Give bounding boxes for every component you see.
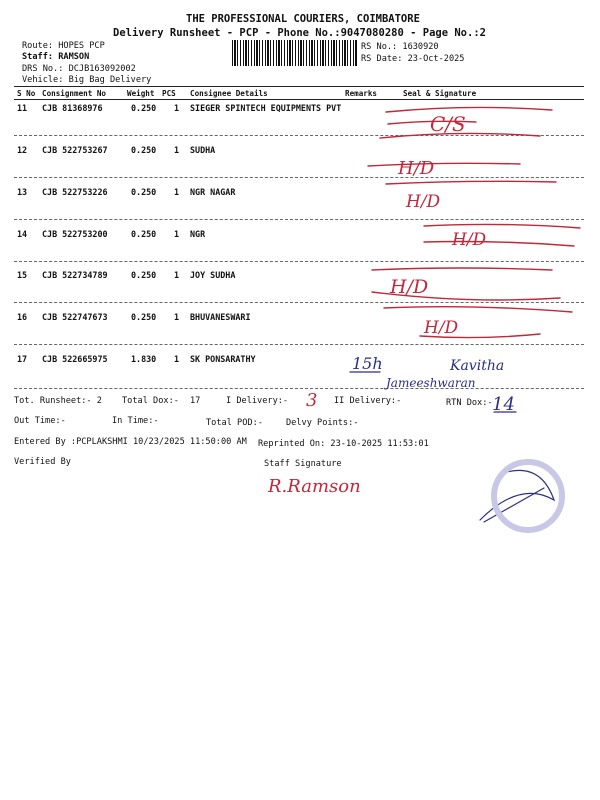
- row-12-ink-stroke: [380, 133, 540, 138]
- row-14-mark: H/D: [452, 230, 487, 250]
- row-12-sno: 12: [17, 145, 28, 155]
- row-13-weight: 0.250: [131, 187, 157, 197]
- reprinted-on: Reprinted On: 23-10-2025 11:53:01: [258, 439, 429, 449]
- row-12-ink-stroke: [368, 163, 520, 166]
- row-15-ink-stroke: [372, 292, 560, 300]
- row-15-consignee: JOY SUDHA: [190, 270, 236, 280]
- col-sno: S No: [17, 89, 36, 98]
- col-remarks: Remarks: [345, 89, 378, 98]
- tot-runsheet: Tot. Runsheet:- 2: [14, 396, 102, 406]
- out-time-label: Out Time:-: [14, 416, 66, 426]
- entered-by: Entered By :PCPLAKSHMI 10/23/2025 11:50:00 AM: [14, 437, 247, 447]
- row-17-weight: 1.830: [131, 354, 157, 364]
- row-16-ink-stroke: [420, 334, 540, 338]
- row-11-pcs: 1: [174, 103, 180, 113]
- row-11-ink-stroke: [386, 107, 552, 112]
- row-11-sno: 11: [17, 103, 28, 113]
- stamp-seal: [494, 462, 562, 530]
- row-17-consignment: CJB 522665975: [42, 354, 108, 364]
- col-consignee: Consignee Details: [190, 89, 268, 98]
- col-pcs: PCS: [162, 89, 176, 98]
- row-17-sno: 17: [17, 354, 28, 364]
- row-12-mark: H/D: [398, 158, 435, 179]
- runsheet-subtitle: Delivery Runsheet - PCP - Phone No.:9047080280 - Page No.:2: [113, 27, 486, 39]
- col-consignment: Consignment No: [42, 89, 107, 98]
- total-dox-value: 17: [190, 396, 201, 406]
- row-17-consignee: SK PONSARATHY: [190, 354, 256, 364]
- row-16-consignment: CJB 522747673: [42, 312, 108, 322]
- route-label: Route: HOPES PCP: [22, 41, 105, 51]
- delvy-points-label: Delvy Points:-: [286, 418, 359, 428]
- row-12-consignee: SUDHA: [190, 145, 216, 155]
- col-seal-signature: Seal & Signature: [403, 89, 477, 98]
- row-11-consignee: SIEGER SPINTECH EQUIPMENTS PVT: [190, 103, 342, 113]
- staff-signature-label: Staff Signature: [264, 459, 342, 469]
- vehicle-label: Vehicle: Big Bag Delivery: [22, 75, 152, 85]
- verified-by: Verified By: [14, 457, 71, 467]
- row-11-ink-stroke: [388, 121, 476, 124]
- i-delivery-value: 3: [306, 390, 318, 411]
- row-13-sno: 13: [17, 187, 28, 197]
- drs-number: DRS No.: DCJB163092002: [22, 64, 136, 74]
- row-11-mark: C/S: [430, 112, 466, 136]
- row-14-sno: 14: [17, 229, 28, 239]
- row-13-mark: H/D: [406, 192, 441, 212]
- row-14-consignment: CJB 522753200: [42, 229, 108, 239]
- row-12-weight: 0.250: [131, 145, 157, 155]
- total-pod-label: Total POD:-: [206, 418, 263, 428]
- row-13-ink-stroke: [386, 181, 556, 184]
- rtn-dox-value: 14: [492, 394, 515, 415]
- row-14-consignee: NGR: [190, 229, 206, 239]
- col-weight: Weight: [127, 89, 155, 98]
- row-16-consignee: BHUVANESWARI: [190, 312, 251, 322]
- row-12-consignment: CJB 522753267: [42, 145, 108, 155]
- ii-delivery-label: II Delivery:-: [334, 396, 402, 406]
- row-14-ink-stroke: [424, 224, 580, 228]
- row-17-mark: 15h: [352, 354, 383, 373]
- row-15-ink-stroke: [372, 268, 552, 270]
- row-13-consignment: CJB 522753226: [42, 187, 108, 197]
- row-16-ink-stroke: [384, 307, 572, 312]
- row-16-pcs: 1: [174, 312, 180, 322]
- row-15-weight: 0.250: [131, 270, 157, 280]
- row-11-consignment: CJB 81368976: [42, 103, 103, 113]
- row-15-sno: 15: [17, 270, 28, 280]
- row-16-sno: 16: [17, 312, 28, 322]
- row-16-weight: 0.250: [131, 312, 157, 322]
- row-15-consignment: CJB 522734789: [42, 270, 108, 280]
- staff-signature: R.Ramson: [268, 476, 361, 497]
- row-14-ink-stroke: [424, 242, 574, 247]
- row-17-receiver-name: Jameeshwaran: [386, 376, 476, 390]
- i-delivery-label: I Delivery:-: [226, 396, 289, 406]
- row-12-pcs: 1: [174, 145, 180, 155]
- staff-label: Staff: RAMSON: [22, 52, 90, 62]
- row-15-mark: H/D: [390, 276, 429, 298]
- row-14-pcs: 1: [174, 229, 180, 239]
- row-11-weight: 0.250: [131, 103, 157, 113]
- rtn-dox-label: RTN Dox:-: [446, 398, 493, 408]
- rs-number: RS No.: 1630920: [361, 42, 439, 52]
- rs-date: RS Date: 23-Oct-2025: [361, 54, 465, 64]
- company-name: THE PROFESSIONAL COURIERS, COIMBATORE: [186, 13, 420, 25]
- row-17-pcs: 1: [174, 354, 180, 364]
- in-time-label: In Time:-: [112, 416, 159, 426]
- row-15-pcs: 1: [174, 270, 180, 280]
- row-17-signature: Kavitha: [450, 358, 505, 374]
- row-14-weight: 0.250: [131, 229, 157, 239]
- total-dox-label: Total Dox:-: [122, 396, 179, 406]
- row-13-pcs: 1: [174, 187, 180, 197]
- row-16-mark: H/D: [424, 318, 459, 338]
- row-13-consignee: NGR NAGAR: [190, 187, 236, 197]
